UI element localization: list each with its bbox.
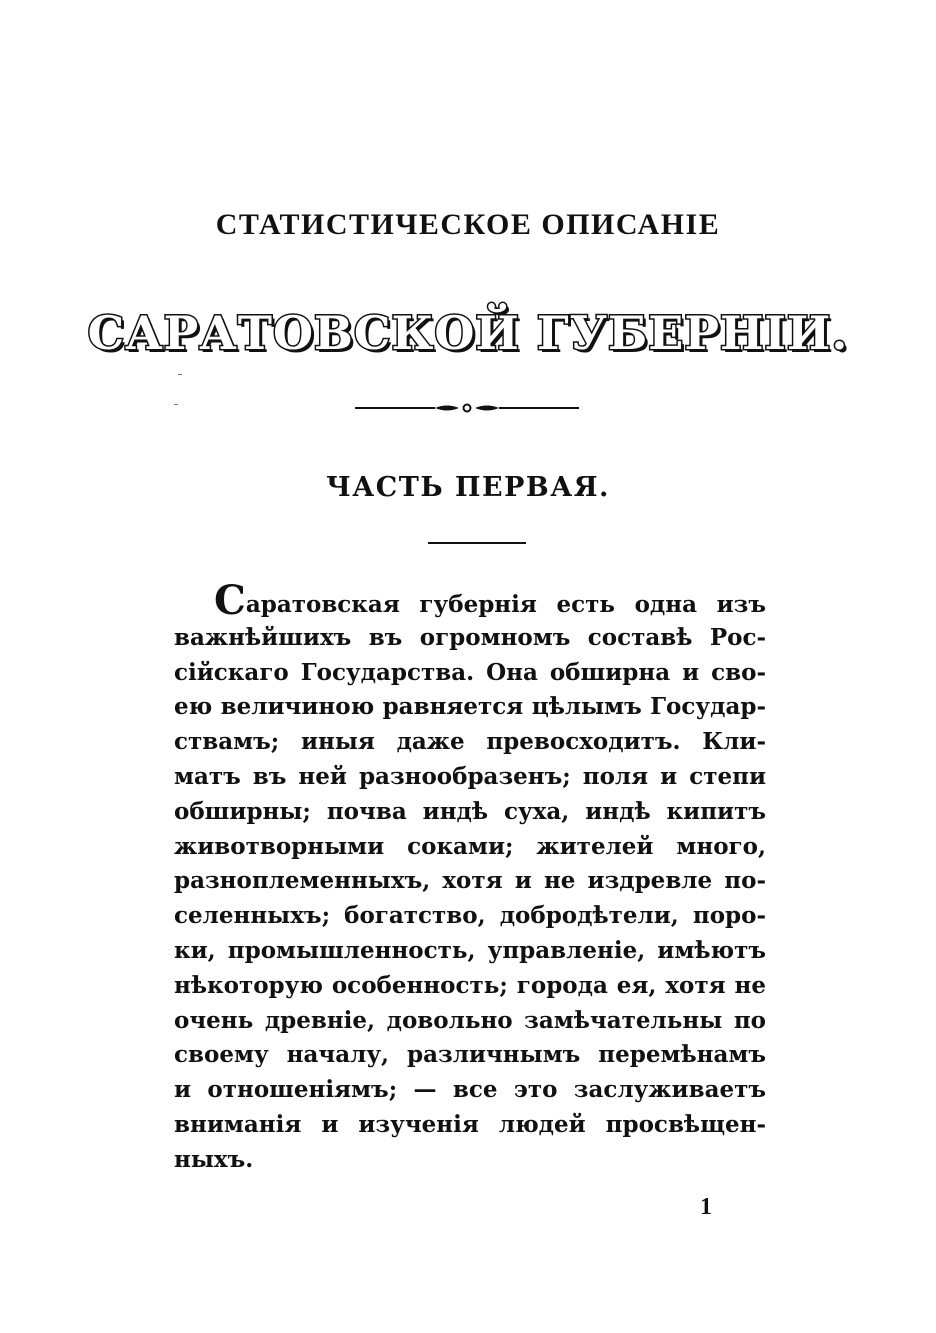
text-line: своему началу, различнымъ перемѣнамъ: [174, 1041, 766, 1069]
text-line: вниманія и изученія людей просвѣщен-: [174, 1110, 766, 1138]
first-line-text: аратовская губернія есть одна изъ: [245, 591, 766, 618]
print-speck: [178, 374, 182, 375]
text-line: важнѣйшихъ въ огромномъ составѣ Рос-: [174, 623, 766, 651]
text-line: нѣкоторую особенность; города ея, хотя не: [174, 971, 766, 999]
text-line: животворными соками; жителей много,: [174, 832, 766, 860]
text-line: [174, 577, 766, 624]
text-line: обширны; почва индѣ суха, индѣ кипитъ: [174, 797, 766, 825]
text-line: сійскаго Государства. Она обширна и сво-: [174, 658, 766, 686]
print-speck: [174, 404, 178, 405]
text-line: матъ въ ней разнообразенъ; поля и степи: [174, 762, 766, 790]
text-line: очень древніе, довольно замѣчательны по: [174, 1006, 766, 1034]
text-line: ки, промышленность, управленіе, имѣютъ: [174, 936, 766, 964]
text-line: селенныхъ; богатство, добродѣтели, поро-: [174, 902, 766, 930]
ornamental-divider: [355, 398, 579, 418]
text-line: ныхъ.: [174, 1145, 254, 1173]
page-number: 1: [700, 1194, 712, 1220]
body-text: [174, 577, 766, 1178]
text-line: и отношеніямъ; — все это заслуживаетъ: [174, 1076, 766, 1104]
part-heading: ЧАСТЬ ПЕРВАЯ.: [326, 472, 610, 503]
title-line-statistical-description: СТАТИСТИЧЕСКОЕ ОПИСАНІЕ: [215, 208, 721, 241]
title-line-province-name: САРАТОВСКОЙ ГУБЕРНІИ.: [87, 306, 849, 360]
text-line: ею величиною равняется цѣлымъ Государ-: [174, 693, 766, 721]
drop-cap: С: [214, 577, 246, 624]
section-rule: [428, 542, 526, 544]
text-line: ствамъ; иныя даже превосходитъ. Кли-: [174, 728, 766, 756]
text-line: разноплеменныхъ, хотя и не издревле по-: [174, 867, 766, 895]
